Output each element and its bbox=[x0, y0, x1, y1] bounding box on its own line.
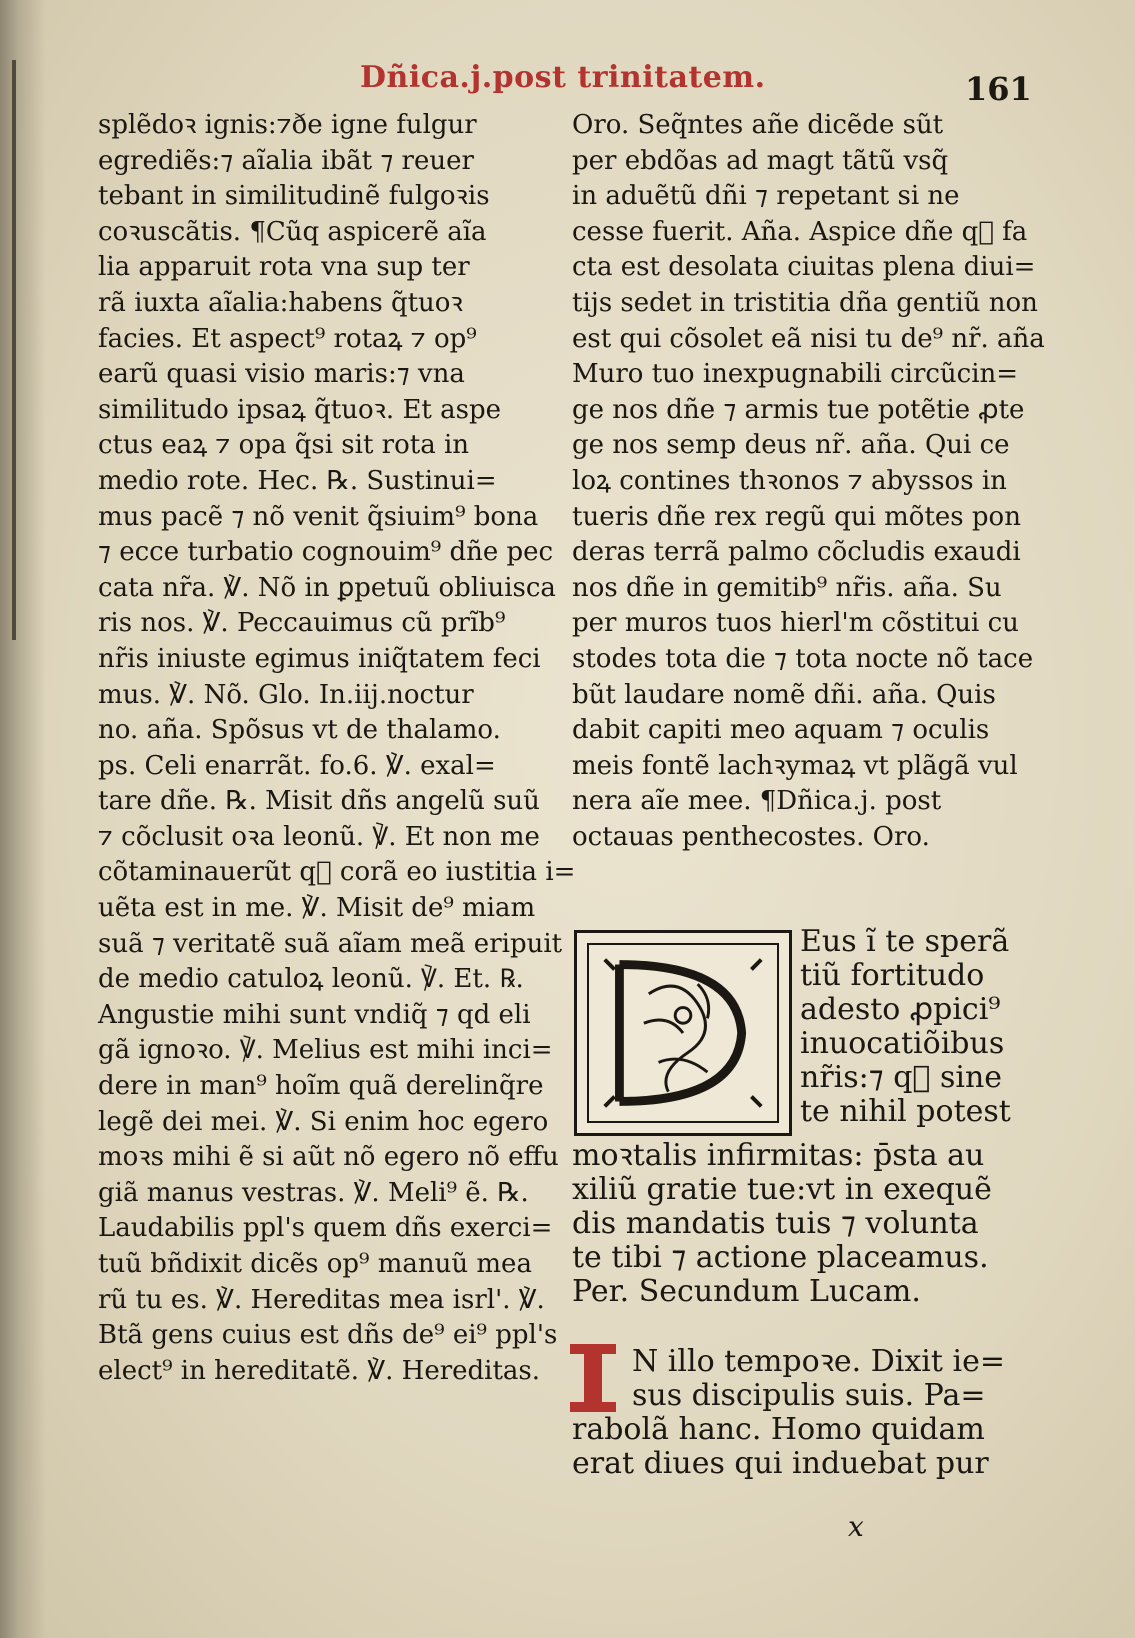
gospel-text bbox=[572, 1344, 1005, 1480]
text-line: suã ⁊ veritatẽ suã aĩam meã eripuit bbox=[98, 928, 563, 959]
text-line: moꝛtalis infirmitas: p̄sta au bbox=[572, 1138, 985, 1173]
text-line: xiliũ gratie tue:vt in exequẽ bbox=[572, 1172, 992, 1207]
text-line: deras terrã palmo cõcludis exaudi bbox=[572, 537, 1021, 568]
text-line: de medio catuloꝝ leonũ. ℣. Et. ℞. bbox=[98, 964, 524, 995]
text-line: meis fontẽ lachꝛymaꝝ vt plãgã vul bbox=[572, 750, 1018, 781]
text-line: Eus ĩ te sperã bbox=[800, 924, 1010, 959]
text-line: facies. Et aspect⁹ rotaꝝ ⁊ op⁹ bbox=[98, 323, 477, 354]
left-column bbox=[98, 108, 576, 1389]
text-line: medio rote. Hec. ℞. Sustinui= bbox=[98, 465, 497, 496]
text-line: ctus eaꝝ ⁊ opa q̃si sit rota in bbox=[98, 430, 470, 461]
text-line: est qui cõsolet eã nisi tu de⁹ nr̃. aña bbox=[572, 323, 1045, 354]
text-line: stodes tota die ⁊ tota nocte nõ tace bbox=[572, 643, 1034, 674]
text-line: rã iuxta aĩalia:habens q̃tuoꝛ bbox=[98, 287, 463, 318]
text-line: ge nos dñe ⁊ armis tue potẽtie ꝓte bbox=[572, 394, 1025, 425]
signature-mark: x bbox=[848, 1510, 864, 1543]
text-line: rũ tu es. ℣. Hereditas mea isrl'. ℣. bbox=[98, 1284, 545, 1315]
text-line: Per. Secundum Lucam. bbox=[572, 1274, 921, 1309]
text-line: dabit capiti meo aquam ⁊ oculis bbox=[572, 715, 990, 746]
text-line: ge nos semp deus nr̃. aña. Qui ce bbox=[572, 430, 1010, 461]
text-line: Btã gens cuius est dñs de⁹ ei⁹ ppl's bbox=[98, 1320, 558, 1351]
text-line: tiũ fortitudo bbox=[800, 958, 985, 993]
text-line: elect⁹ in hereditatẽ. ℣. Hereditas. bbox=[98, 1355, 541, 1386]
text-line: Laudabilis ppl's quem dñs exerci= bbox=[98, 1213, 553, 1244]
text-line: tijs sedet in tristitia dña gentiũ non bbox=[572, 287, 1038, 318]
text-line: per muros tuos hierl'm cõstitui cu bbox=[572, 608, 1019, 639]
text-line: lia apparuit rota vna sup ter bbox=[98, 252, 470, 283]
text-line: cõtaminauerũt q᷑ corã eo iustitia i= bbox=[98, 857, 576, 888]
text-line: sus discipulis suis. Pa= bbox=[632, 1378, 986, 1413]
text-line: erat diues qui induebat pur bbox=[572, 1446, 989, 1481]
woodcut-foliage-icon bbox=[589, 945, 777, 1121]
text-line: dis mandatis tuis ⁊ volunta bbox=[572, 1206, 979, 1241]
text-line: ⁊ ecce turbatio cognouim⁹ dñe pec bbox=[98, 537, 554, 568]
text-line: tebant in similitudinẽ fulgoꝛis bbox=[98, 181, 490, 212]
text-line: Oro. Seq̃ntes añe dicẽde sũt bbox=[572, 110, 944, 140]
collect-text-beside-initial bbox=[800, 924, 1011, 1128]
text-line: uẽta est in me. ℣. Misit de⁹ miam bbox=[98, 893, 536, 924]
folio-number: 161 bbox=[965, 70, 1032, 108]
text-line: bũt laudare nomẽ dñi. aña. Quis bbox=[572, 679, 996, 710]
text-line: splẽdoꝛ ignis:⁊ðe igne fulgur bbox=[98, 110, 477, 140]
text-line: ⁊ cõclusit oꝛa leonũ. ℣. Et non me bbox=[98, 821, 540, 852]
text-line: tueris dñe rex regũ qui mõtes pon bbox=[572, 501, 1021, 532]
text-line: loꝝ contines thꝛonos ⁊ abyssos in bbox=[572, 465, 1007, 496]
text-line: giã manus vestras. ℣. Meli⁹ ẽ. ℞. bbox=[98, 1177, 529, 1208]
text-line: te tibi ⁊ actione placeamus. bbox=[572, 1240, 989, 1275]
text-line: nr̃is iniuste egimus iniq̃tatem feci bbox=[98, 643, 541, 674]
text-line: in aduẽtũ dñi ⁊ repetant si ne bbox=[572, 181, 960, 212]
text-line: per ebdõas ad magt tãtũ vsq̃ bbox=[572, 145, 949, 176]
text-line: nos dñe in gemitib⁹ nr̃is. aña. Su bbox=[572, 572, 1002, 603]
text-line: dere in man⁹ hoĩm quã derelinq̃re bbox=[98, 1071, 544, 1102]
text-line: no. aña. Spõsus vt de thalamo. bbox=[98, 715, 501, 746]
text-line: N illo tempoꝛe. Dixit ie= bbox=[632, 1344, 1005, 1379]
text-line: ps. Celi enarrãt. fo.6. ℣. exal= bbox=[98, 750, 496, 781]
text-line: adesto ꝓpici⁹ bbox=[800, 992, 1001, 1027]
text-line: legẽ dei mei. ℣. Si enim hoc egero bbox=[98, 1106, 549, 1137]
text-line: ris nos. ℣. Peccauimus cũ prĩb⁹ bbox=[98, 608, 506, 639]
text-line: rabolã hanc. Homo quidam bbox=[572, 1412, 985, 1447]
binding-edge bbox=[12, 60, 16, 640]
text-line: Angustie mihi sunt vndiq̃ ⁊ qd eli bbox=[98, 999, 531, 1030]
right-column bbox=[572, 108, 1045, 855]
binding-gutter bbox=[0, 0, 46, 1638]
text-line: mus pacẽ ⁊ nõ venit q̃siuim⁹ bona bbox=[98, 501, 539, 532]
text-line: Muro tuo inexpugnabili circũcin= bbox=[572, 359, 1019, 390]
text-line: nera aĩe mee. ¶Dñica.j. post bbox=[572, 786, 942, 817]
text-line: cta est desolata ciuitas plena diui= bbox=[572, 252, 1036, 283]
text-line: coꝛuscãtis. ¶Cũq aspicerẽ aĩa bbox=[98, 216, 487, 247]
text-line: nr̃is:⁊ q᷑ sine bbox=[800, 1060, 1003, 1095]
text-line: tare dñe. ℞. Misit dñs angelũ suũ bbox=[98, 786, 540, 817]
text-line: mus. ℣. Nõ. Glo. In.iij.noctur bbox=[98, 679, 474, 710]
text-line: moꝛs mihi ẽ si aũt nõ egero nõ effu bbox=[98, 1142, 559, 1173]
text-line: gã ignoꝛo. ℣. Melius est mihi inci= bbox=[98, 1035, 553, 1066]
text-line: cesse fuerit. Aña. Aspice dñe q᷑ fa bbox=[572, 216, 1028, 247]
text-line: octauas penthecostes. Oro. bbox=[572, 821, 930, 852]
collect-text-continued bbox=[572, 1138, 992, 1308]
text-line: earũ quasi visio maris:⁊ vna bbox=[98, 359, 465, 390]
woodcut-initial-d bbox=[574, 930, 792, 1136]
text-line: egrediẽs:⁊ aĩalia ibãt ⁊ reuer bbox=[98, 145, 474, 176]
woodcut-frame bbox=[587, 943, 779, 1123]
text-line: te nihil potest bbox=[800, 1094, 1011, 1129]
text-line: similitudo ipsaꝝ q̃tuoꝛ. Et aspe bbox=[98, 394, 502, 425]
running-header: Dñica.j.post trinitatem. bbox=[360, 60, 766, 95]
text-line: cata nr̃a. ℣. Nõ in ꝑpetuũ obliuisca bbox=[98, 572, 556, 603]
text-line: inuocatiõibus bbox=[800, 1026, 1005, 1061]
text-line: tuũ bñdixit dicẽs op⁹ manuũ mea bbox=[98, 1249, 532, 1279]
